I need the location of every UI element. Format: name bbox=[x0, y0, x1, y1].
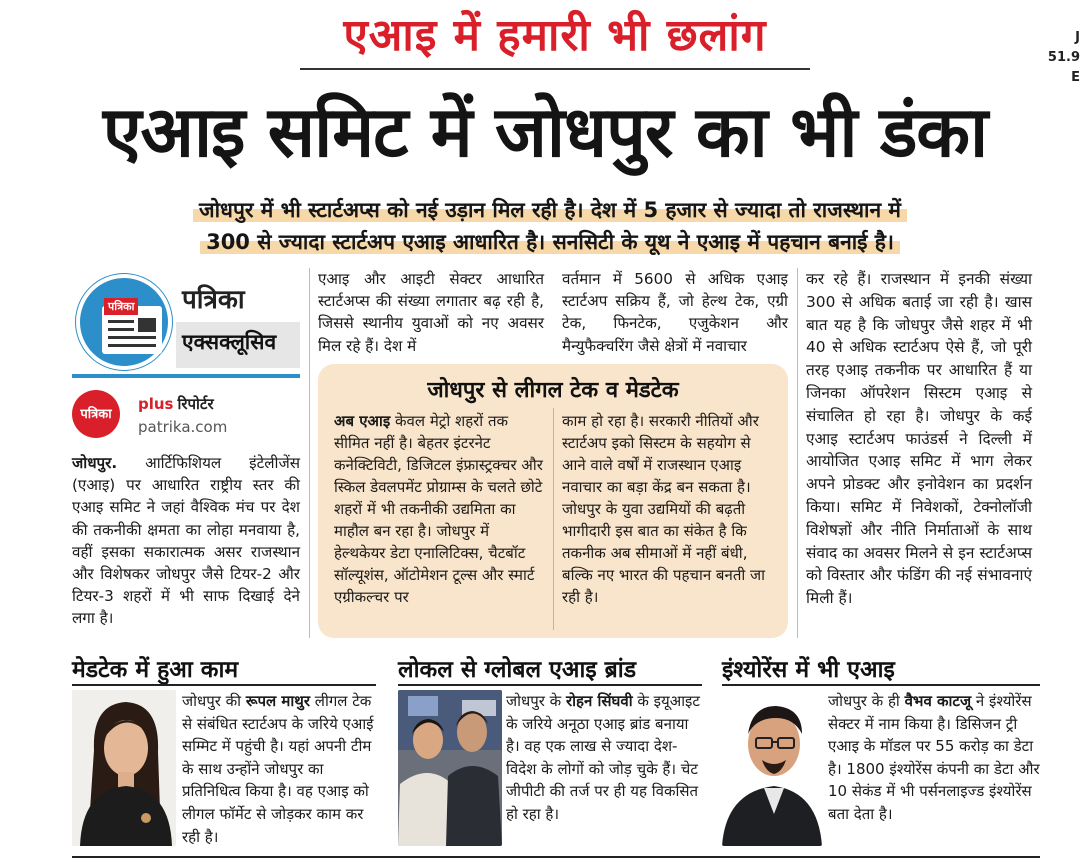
story-2-name: रोहन सिंघवी bbox=[565, 692, 633, 710]
sidebar-column-right: काम हो रहा है। सरकारी नीतियों और स्टार्टअप इको सिस्टम के सहयोग से आने वाले वर्षों में राजस्थान एआइ नवाचार का बड़ा केंद्र बन सकता है। जोधपुर के युवा उद्यमियों की बढ़ती भागीदारी इस बात का संकेत है कि तकनीक अब सीमाओं में नहीं बंधी, बल्कि नए भारत की पहचान बनती जा रही है। bbox=[562, 412, 766, 606]
dateline: जोधपुर. bbox=[72, 454, 118, 472]
paper-line bbox=[108, 328, 134, 331]
section-heading-medtech: मेडटेक में हुआ काम bbox=[72, 657, 239, 683]
site-url: patrika.com bbox=[138, 418, 228, 436]
newspaper-icon bbox=[76, 274, 172, 370]
corner-fragment bbox=[1044, 28, 1080, 88]
sidebar-title: जोधपुर से लीगल टेक व मेडटेक bbox=[427, 378, 679, 403]
sidebar-box bbox=[318, 364, 788, 638]
column-rule bbox=[797, 268, 798, 638]
sidebar-column-left bbox=[334, 410, 544, 608]
portrait-woman-icon bbox=[72, 690, 176, 846]
column-rule bbox=[309, 268, 310, 638]
exclusive-title: पत्रिका bbox=[182, 285, 245, 315]
sidebar-divider bbox=[553, 408, 554, 630]
exclusive-band-label: एक्सक्लूसिव bbox=[182, 330, 277, 354]
plus-reporter bbox=[138, 394, 214, 414]
kicker-headline: एआइ में हमारी भी छलांग bbox=[343, 10, 767, 61]
newspaper-label: पत्रिका bbox=[104, 298, 138, 315]
photo-rohan-singhvi bbox=[398, 690, 502, 846]
corner-line-2: 51.9 bbox=[1047, 50, 1080, 65]
exclusive-underline bbox=[72, 374, 300, 378]
section-underline bbox=[398, 684, 702, 686]
article-column-3: वर्तमान में 5600 से अधिक एआइ स्टार्टअप सक्रिय हैं, जो हेल्थ टेक, एग्री टेक, फिनटेक, एजुकेशन और मैन्युफैक्चरिंग जैसे क्षेत्रों में नवाचार bbox=[562, 270, 788, 355]
story-1-name: रूपल माथुर bbox=[245, 692, 310, 710]
patrika-logo-text: पत्रिका bbox=[80, 407, 112, 422]
article-column-2: एआइ और आइटी सेक्टर आधारित स्टार्टअप्स की संख्या लगातार बढ़ रही है, जिससे स्थानीय युवाओं को नए अवसर मिल रहे हैं। देश में bbox=[318, 270, 544, 355]
section-heading-global-brand: लोकल से ग्लोबल एआइ ब्रांड bbox=[398, 657, 637, 683]
deck-line-1: जोधपुर में भी स्टार्टअप्स को नई उड़ान मिल रही है। देश में 5 हजार से ज्यादा तो राजस्थान में bbox=[193, 198, 907, 222]
reporter-label: रिपोर्टर bbox=[177, 395, 214, 413]
article-column-1 bbox=[72, 452, 300, 630]
paper-line bbox=[108, 344, 156, 347]
patrika-logo bbox=[72, 390, 120, 438]
byline bbox=[72, 388, 300, 440]
corner-line-1: J bbox=[1075, 30, 1080, 45]
main-headline: एआइ समिट में जोधपुर का भी डंका bbox=[102, 91, 988, 173]
deck-line-2: 300 से ज्यादा स्टार्टअप एआइ आधारित है। सनसिटी के यूथ ने एआइ में पहचान बनाई है। bbox=[200, 230, 900, 254]
story-2-pre: जोधपुर के bbox=[506, 692, 566, 710]
deck-summary bbox=[70, 194, 1030, 258]
kicker-rule bbox=[300, 68, 810, 70]
section-underline bbox=[72, 684, 376, 686]
exclusive-band bbox=[176, 322, 300, 368]
corner-line-3: E bbox=[1071, 70, 1080, 85]
bottom-story-1 bbox=[182, 690, 380, 848]
paper-line bbox=[108, 336, 156, 339]
exclusive-badge bbox=[72, 270, 300, 376]
portrait-two-men-icon bbox=[398, 690, 502, 846]
bottom-story-3 bbox=[828, 690, 1040, 826]
section-heading-insurance: इंश्योरेंस में भी एआइ bbox=[722, 657, 895, 683]
portrait-man-glasses-icon bbox=[722, 690, 822, 846]
story-3-pre: जोधपुर के ही bbox=[828, 692, 905, 710]
story-2-post: के इयूआइट के जरिये अनूठा एआइ ब्रांड बनाया है। वह एक लाख से ज्यादा देश-विदेश के लोगों को जोड़ चुके हैं। चेट जीपीटी की तर्ज पर ही यह विकसित हो रहा है। bbox=[506, 692, 700, 823]
article-column-4: कर रहे हैं। राजस्थान में इनकी संख्या 300 से अधिक बताई जा रही है। खास बात यह है कि जोधपुर जैसे शहर में भी 40 से अधिक स्टार्टअप ऐसे हैं, जो पूरी तरह एआइ तकनीक पर आधारित हैं या जिनका ऑपरेशन सिस्टम एआइ से संचालित हो रहा है। जोधपुर के कई एआइ स्टार्टअप फाउंडर्स ने दिल्ली में आयोजित एआइ समिट में भाग लेकर अपने प्रोडक्ट और इनोवेशन का प्रदर्शन किया। समिट में निवेशकों, टेक्नोलॉजी विशेषज्ञों और नीति निर्माताओं के साथ संवाद का अवसर मिलने से इन स्टार्टअप्स को विस्तार और फंडिंग की नई संभावनाएं मिली हैं। bbox=[806, 270, 1032, 608]
photo-vaibhav-katju bbox=[722, 690, 822, 846]
story-3-name: वैभव काटजू bbox=[904, 692, 972, 710]
story-1-pre: जोधपुर की bbox=[182, 692, 246, 710]
column-1-text: आर्टिफिशियल इंटेलीजेंस (एआइ) पर आधारित राष्ट्रीय स्तर की एआइ समिट ने जहां वैश्विक मंच पर देश की तकनीकी क्षमता का लोहा मनवाया है, वहीं इसका सकारात्मक असर राजस्थान और विशेषकर जोधपुर जैसे टियर-2 और टियर-3 शहरों में भी साफ दिखाई देने लगा है। bbox=[72, 454, 300, 628]
paper-image-block bbox=[138, 318, 156, 332]
sidebar-left-text: केवल मेट्रो शहरों तक सीमित नहीं है। बेहतर इंटरनेट कनेक्टिविटी, डिजिटल इंफ्रास्ट्रक्चर और स्किल डेवलपमेंट प्रोग्राम्स के चलते छोटे शहरों में भी तकनीकी उद्यमिता का माहौल बन रहा है। जोधपुर में हेल्थकेयर डेटा एनालिटिक्स, चैटबॉट सॉल्यूशंस, ऑटोमेशन टूल्स और स्मार्ट एग्रीकल्चर पर bbox=[334, 412, 543, 606]
plus-label: plus bbox=[138, 395, 174, 413]
section-underline bbox=[722, 684, 1040, 686]
story-3-post: ने इंश्योरेंस सेक्टर में नाम किया है। डिसिजन ट्री एआइ के मॉडल पर 55 करोड़ का डेटा है। 1800 इंश्योरेंस कंपनी का डेटा और 10 सेकंड में भी पर्सनलाइज्ड इंश्योरेंस बता देता है। bbox=[828, 692, 1040, 823]
sidebar-lead: अब एआइ bbox=[334, 412, 391, 430]
story-1-post: लीगल टेक से संबंधित स्टार्टअप के जरिये एआई सम्मिट में पहुंची है। यहां अपनी टीम के साथ उन्होंने जोधपुर का प्रतिनिधित्व किया है। वह एआइ को लीगल फॉर्मेट से जोड़कर काम कर रही है। bbox=[182, 692, 374, 846]
paper-line bbox=[108, 320, 134, 323]
photo-rupal-mathur bbox=[72, 690, 176, 846]
bottom-rule bbox=[72, 856, 1040, 858]
newspaper-sheet bbox=[102, 300, 162, 354]
bottom-story-2 bbox=[506, 690, 706, 826]
